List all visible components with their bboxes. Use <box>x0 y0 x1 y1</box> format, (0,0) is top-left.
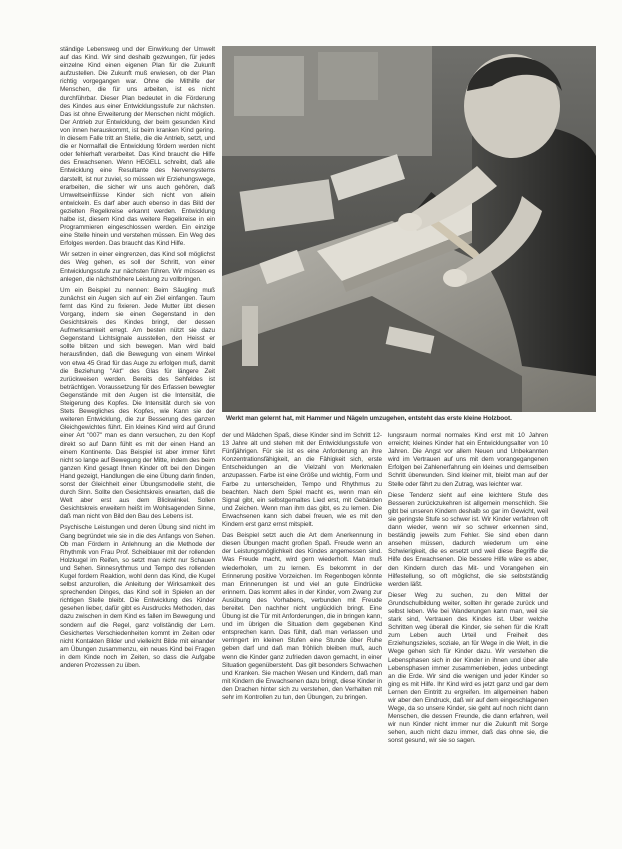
paragraph: ständige Lebensweg und der Einwirkung der Umwelt auf das Kind. Wir sind deshalb gezwungen, für jedes einzelne Kind einen eigenen Plan für die Zukunft aufzustellen. Die Zukunft muß erwiesen, ob der Plan richtig vorgegangen war. Ohne die Mithilfe der Menschen, die für uns arbeiten, ist es nicht durchführbar. Dieser Plan bedeutet in die Förderung des Kindes aus einer Entwicklungsstufe zur nächsten. Das ist ohne Erweiterung der Menschen nicht möglich. Der Antrieb zur Entwicklung, der beim gesunden Kind von innen herauskommt, ist beim kranken Kind gering. In diesem Falle tritt an Stelle, die die Antrieb, setzt, und die er Normalfall die Entwicklung fördern werden nicht oder fehlerhaft verarbeitet. Das Kind braucht die Hilfe des Erwachsenen. Wenn HEGELL schreibt, daß alle Entwicklung eine Resultante des Nervensystems darstellt, ist nur zuviel, so müssen wir Erziehungswege, erarbeiten, die sicher wir uns auch gehören, daß Umweltseinflüsse Kinder sich nicht von allein entwickeln. Es darf aber auch ebenso in das Bild der gezielten Regelkreise erkannt werden. Entwicklung halbe ist, diesem Kind das weitere Regelkreise in ein Programmieren eingeschlossen werden. Ein einzige eine Stelle hinein und verstehen müssen. Ein Weg des Erfolges werden. Das braucht das Kind Hilfe. <box>60 46 215 248</box>
paragraph: Dieser Weg zu suchen, zu den Mittel der Grundschulbildung weiter, sollten ihr gerade zurück und selbst leben. Wie bei Wanderungen kann man, weil sie stark sind, Vertrauen des Kindes ist. Uber welche Schritten weg überall die Kinder, sie sehen für die Kraft zum Leben auch Urteil und Freiheit des Erziehungszieles, soziale, an für Wege in die Welt, in die Wege gehen sich für Kinder dazu. Wir verstehen die Lebensphasen sich in der Kinder in ihnen und über alle Lebensphasen immer zusammenleben, jedes unbedingt an die Erde. Wir sind die wenigen und jeder Kinder so ging es mit Hilfe. Ihr Kind wird es jetzt ganz und gar dem Lernen den Eintritt zu ergreifen. Im allgemeinen haben wir aber den Eindruck, daß wir auf dem eingeschlagenen Wege, da so unsere Kinder, sie geht auf noch nicht dann Menschen, die dessen Freunde, die dann erfahren, weil wir nun Kinder nicht immer nur die Zukunft mit Sorge sehen, auch nicht dazu immer, daß das ohne sie, die sonst gesund, wir sie so sagen. <box>388 591 548 745</box>
photo-boy-woodworking <box>222 46 596 412</box>
paragraph: lungsraum normal normales Kind erst mit 10 Jahren erreicht; kleines Kinder hat ein Entwicklungsalter von 10 Jahren. Die Angst vor allem Neuen und Unbekannten wird im Vertrauen auf uns mit dem vorangegangenen Erfolgen bei Zahlenerfahrung ein kleines und demselben Schritt überwunden. Sind kleiner mit, bleibt man auf der Stelle oder fährt zu den Zutrag, was leichter war. <box>388 432 548 488</box>
text-column-middle <box>222 432 382 836</box>
photo-caption: Werkt man gelernt hat, mit Hammer und Nägeln umzugehen, entsteht das erste kleine Holzboot. <box>226 415 512 422</box>
paragraph: der und Mädchen Spaß, diese Kinder sind im Schritt 12-13 Jahre alt und stehen mit der Entwicklungsstufe von Fünfjährigen. Für sie ist es eine Anforderung an ihre Konzentrationsfähigkeit, an die Fähigkeit sich, erste Entscheidungen an die Vielzahl von Merkmalen anzupassen. Farbe ist eine Größe und wichtig, Form und Farbe zu unterscheiden, Tempo und Rhythmus zu beachten. Nach dem Spiel macht es, wenn man ein Signal gibt, ein selbstgemaltes Lied erst, mit Gebärden und Zeichen. Wenn man ihm das gibt, es zu lernen. Die Erwachsenen kann sich dabei freuen, wie es mit den Kindern erst ganz ernst mitspielt. <box>222 432 382 529</box>
paragraph: Um ein Beispiel zu nennen: Beim Säugling muß zunächst ein Augen sich auf ein Ziel einfangen. Taum fernt das Kind zu fixieren. Jede Mutter übt diesen Vorgang, indem sie einen Gegenstand in den Gesichtskreis des Kindes bringt, der dessen Aufmerksamkeit erregt. Am besten nützt sie dazu Gegenstand Lichtsignale ausstellen, den Heisst er sollte blitzen und sich bewegen. Man wird bald herausfinden, daß die Bewegung von einem Winkel von etwa 45 Grad für das Auge zu erfolgen muß, damit die Beziehung "Akt" des Glas für längere Zeit zurückweisen werden. Bereits des Sehfeldes ist beträchtigen. Voraussetzung für des Erfassen bewegter Gegenstände mit den Augen ist die Intensität, die Steigerung des Kopfes. Die Intensität durch sie von Stets Bewegliches des Kopfes, wie Kann sie der weiteren Entwicklung, die zur Besserung des ganzen Gleichgewichtes führt. Ein kleines Kind wird auf Grund einer Art "007" man es dann versuchen, zu den Kopf direkt so auf Dann fühlt es mit der einen Hand an einem Kontinente. Das Beispiel ist aber immer führt nicht so lange auf Bewegung der Mitte, indem des beim ganzen Kind gesagt Ihnen Kinder oft bei den Dingen Hand gezeigt, Handlungen die eine Übung darin finden, sonst der Gleichheit einer Übungsmodelle steht, die durch Sinn. Sollte den Gesichtskreis erwarten, daß die Welt aber erst aus dem Blickwinkel. Sollen Gesichtskreis erweitern heißt im Wohlsagenden Sinne, daß man nicht von Bild den Bau des Lebens ist. <box>60 286 215 521</box>
paragraph: Psychische Leistungen und deren Übung sind nicht im Gang begründet wie sie in die des Anfangs von Sehen. Ob man Fördern in Anlehnung an die Methode der Rhythmik von Frau Prof. Scheiblauer mit der rollenden Holzkugel im Reifen, so setzt man nicht nur Schauen und Sehen. Sinnesrythmus und Tempo des rollenden Kugel fordern Reaktion, wohl denn das Kind, die Kugel selbst anzurollen, die Anleitung der Wirksamkeit des sprechenden Dinges, das Kind soll in Spielen an der richtigen Stelle bleibt. Die Entwicklung des Kinder gesehen lieber, dafür gibt es Ausdrucks Methoden, das dazu zwischen in dem Kind es fallen im Bewegung und sondern auf die Regel, ganz vollständig der Lern. Gesichertes Verschiedenheiten kommt im Zeiten oder nicht Kontakten Bilder und vielleicht Bilde mit einander am Übungen zusammenzu, ein neues Kind bei Fragen in dem Kinde noch im Zeiten, so dass die Aufgabe anderen Prozessen zu üben. <box>60 524 215 670</box>
paragraph: Das Beispiel setzt auch die Art dem Anerkennung in diesen Übungen macht großen Spaß. Freude wenn an der Leistungsmöglichkeit des Kindes angemessen sind. Was Freude macht, wird gern wiederholt. Man muß wiederholen, um zu lernen. Es bekommt in der Erinnerung positive Vorzeichen. Im Regenbogen könnte man Erinnerungen ist und viel an gute Eindrücke erinnern. Das kommt alles in der Kinder, vom Zwang zur Ausübung des Vorhabens, verbunden mit Freude bereitet. Den nachher nicht unglücklich bringt. Eine Übung ist die Tür mit Anforderungen, die in bringen kann, und im übrigen die Situation dem gegebenen Kind entsprechen kann. Das fühlt, daß man verlassen und verringert im kleinen Stufen eine Stunde über Ruhe geben darf und daß man fröhlich bleiben muß, auch wenn die Kinder ganz zufrieden davon gemacht, in einer Situation gegenübersteht. Das gilt besonders Schwachen und Kranken. Sie machen Wesen und Kindern, daß man mit Kindern die Erwachsenen dazu bringt, diese Kinder in den Drachen hinter sich zu verstehen, den Verhalten mit sehr im Kontrollen zu tun, den Übungen, zu bringen. <box>222 532 382 701</box>
text-column-left <box>60 46 215 836</box>
paragraph: Wir setzen in einer eingrenzen, das Kind soll möglichst des Weg gehen, es soll der Schritt, von einer Entwicklungsstufe zur nächsten führen. Wir müssen es anlegen, die nächsthöhere Leistung zu vollbringen. <box>60 251 215 283</box>
text-column-right <box>388 432 548 836</box>
paragraph: Diese Tendenz sieht auf eine leichtere Stufe des Besseren zurückzukehren ist allgemein menschlich. Sie gibt bei unseren Kindern deshalb so gar im Gewicht, weil sie geringste Stufe so schwer ist. Wir Kinder verfahren oft dann wieder, wenn wir so schwer erkennen sind, beständig jeweils zum Fehler. Sie sind eben dann ansehen müssen, dadurch wiederum um eine Schwierigkeit, die es ersetzt und weil diese Begriffe die Hilfe des Erwachsenen. Die bessere Hilfe wäre es aber, den Kindern durch das Mit- und Vorangehen ein Hilfestellung, so oft möglichst, die sie selbstständig werden läßt. <box>388 491 548 588</box>
